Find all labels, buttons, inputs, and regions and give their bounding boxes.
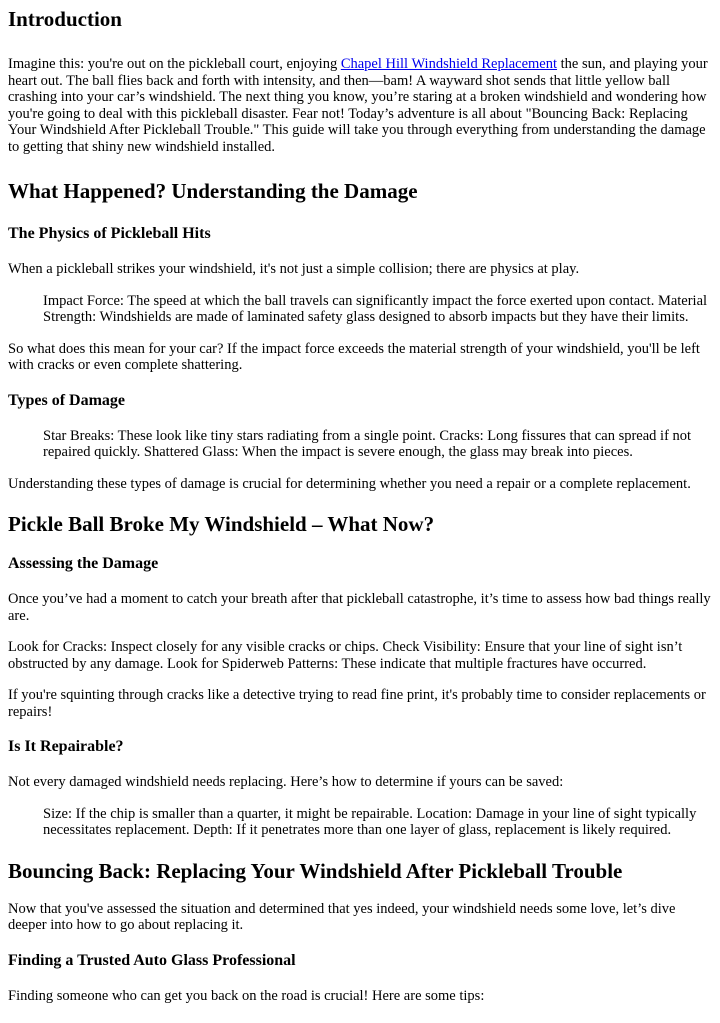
assess-paragraph-3: If you're squinting through cracks like a detective trying to read fine print, it's probably time to consider replacements or repairs!: [8, 687, 706, 720]
physics-paragraph-2: So what does this mean for your car? If the impact force exceeds the material strength of your windshield, you'll be left with cracks or even complete shattering.: [8, 340, 700, 373]
repair-paragraph: Not every damaged windshield needs replacing. Here’s how to determine if yours can be saved:: [8, 774, 564, 790]
types-quote: Star Breaks: These look like tiny stars radiating from a single point. Cracks: Long fissures that can spread if not repaired quickly. Shattered Glass: When the impact is severe enough, the glass may break into pieces.: [43, 427, 692, 460]
intro-paragraph: [8, 56, 712, 155]
damage-heading: What Happened? Understanding the Damage: [8, 179, 418, 203]
chapel-hill-link[interactable]: Chapel Hill Windshield Replacement: [340, 56, 558, 72]
bounce-paragraph: Now that you've assessed the situation and determined that yes indeed, your windshield needs some love, let’s dive deeper into how to go about replacing it.: [8, 900, 676, 933]
intro-heading: Introduction: [8, 7, 122, 31]
broke-heading: Pickle Ball Broke My Windshield – What Now?: [8, 512, 435, 536]
pro-heading: Finding a Trusted Auto Glass Professional: [8, 951, 296, 969]
repair-heading: Is It Repairable?: [8, 738, 124, 755]
physics-heading: The Physics of Pickleball Hits: [8, 225, 211, 242]
intro-text-end: the sun, and playing your heart out. The ball flies back and forth with intensity, and then—bam! A wayward shot sends that little yellow ball crashing into your car’s windshield. The next thing you know, you’re staring at a broken windshield and wondering how you're going to deal with this pickleball disaster. Fear not! Today’s adventure is all about "Bouncing Back: Replacing Your Windshield After Pickleball Trouble." This guide will take you through everything from understanding the damage to getting that shiny new windshield installed.: [8, 56, 708, 155]
article: [0, 6, 720, 1004]
bounce-heading: Bouncing Back: Replacing Your Windshield After Pickleball Trouble: [8, 858, 623, 883]
assess-paragraph-1: Once you’ve had a moment to catch your breath after that pickleball catastrophe, it’s time to assess how bad things really are.: [8, 591, 711, 624]
assess-paragraph-2: Look for Cracks: Inspect closely for any visible cracks or chips. Check Visibility: Ensure that your line of sight isn’t obstructed by any damage. Look for Spiderweb Patterns: These indicate that multiple fractures have occurred.: [8, 639, 683, 672]
repair-quote: Size: If the chip is smaller than a quarter, it might be repairable. Location: Damage in your line of sight typically necessitates replacement. Depth: If it penetrates more than one layer of glass, replacement is likely required.: [43, 805, 697, 838]
physics-paragraph: When a pickleball strikes your windshield, it's not just a simple collision; there are physics at play.: [8, 261, 580, 277]
pro-paragraph: Finding someone who can get you back on the road is crucial! Here are some tips:: [8, 987, 485, 1004]
types-paragraph: Understanding these types of damage is crucial for determining whether you need a repair or a complete replacement.: [8, 475, 691, 492]
intro-text-start: Imagine this: you're out on the pickleball court, enjoying: [8, 56, 341, 72]
assess-heading: Assessing the Damage: [8, 555, 159, 572]
types-heading: Types of Damage: [8, 391, 126, 409]
physics-quote: Impact Force: The speed at which the ball travels can significantly impact the force exerted upon contact. Material Strength: Windshields are made of laminated safety glass designed to absorb impacts but they have their limits.: [43, 292, 708, 325]
